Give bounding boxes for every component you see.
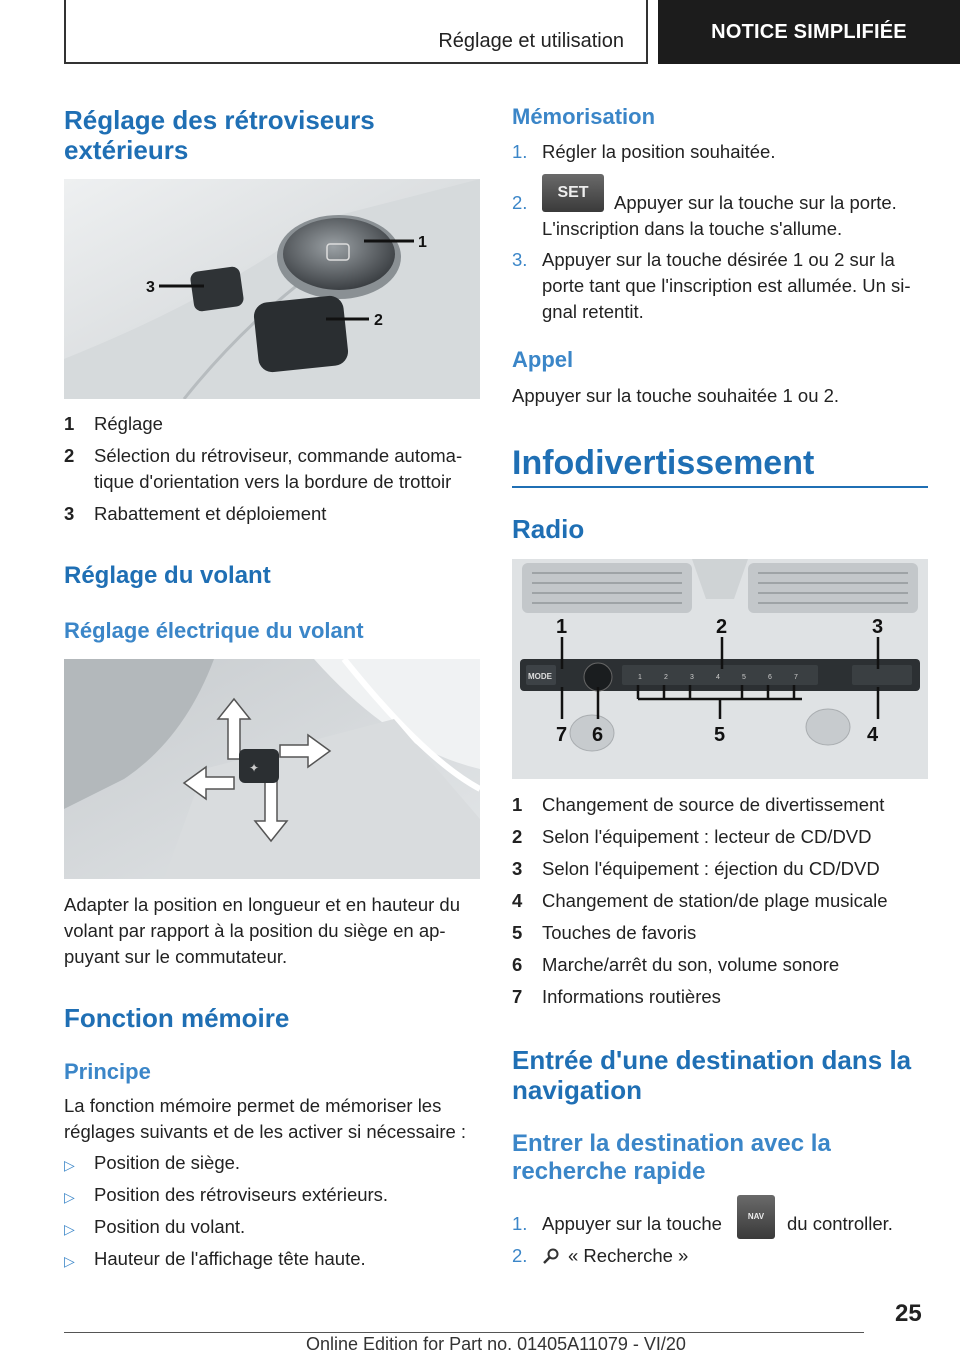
mirrors-title	[64, 105, 375, 165]
step-number: 3.	[512, 249, 528, 270]
legend-number: 6	[512, 954, 523, 975]
step-number: 2.	[512, 1245, 528, 1266]
bullet-text: Position du volant.	[94, 1216, 246, 1237]
bullet-text: Position de siège.	[94, 1152, 241, 1173]
svg-text:4: 4	[716, 674, 720, 681]
quick-search-title-line1: Entrer la destination avec la	[512, 1130, 831, 1157]
mirror-controls-illustration	[64, 179, 480, 399]
radio-title: Radio	[512, 514, 585, 544]
step-text: Régler la position souhaitée.	[542, 141, 776, 162]
paragraph-line: La fonction mémoire permet de mémoriser les	[64, 1095, 442, 1116]
radio-callout-5: 5	[714, 724, 726, 746]
step-number: 1.	[512, 141, 528, 162]
navigation-title	[512, 1045, 911, 1105]
memory-paragraph	[64, 1093, 466, 1145]
mirror-callout-2: 2	[374, 312, 383, 329]
svg-text:2: 2	[664, 674, 668, 681]
mirror-controls-svg	[64, 179, 480, 399]
step-text: L'inscription dans la touche s'allume.	[542, 218, 843, 239]
wheel-subtitle: Réglage électrique du volant	[64, 618, 364, 643]
svg-text:7: 7	[794, 674, 798, 681]
radio-mode-label: MODE	[528, 672, 552, 681]
header-tab	[658, 0, 960, 64]
legend-number: 4	[512, 890, 523, 911]
legend-number: 3	[64, 503, 75, 524]
radio-callout-4: 4	[867, 724, 879, 746]
steering-adjust-svg	[64, 659, 480, 879]
legend-text: Marche/arrêt du son, volume sonore	[542, 954, 840, 975]
step-number: 2.	[512, 192, 528, 213]
step-text: Appuyer sur la touche désirée 1 ou 2 sur la	[542, 249, 895, 270]
svg-text:5: 5	[742, 674, 746, 681]
footer-rule	[64, 1332, 864, 1333]
radio-panel-svg	[512, 559, 928, 779]
mirrors-title-line1: Réglage des rétroviseurs	[64, 105, 375, 135]
header-tab-label: NOTICE SIMPLIFIÉE	[711, 20, 907, 43]
step-text: porte tant que l'inscription est allumée. Un si-	[542, 275, 911, 296]
memory-title: Fonction mémoire	[64, 1003, 290, 1033]
bullet-triangle-icon: ▷	[64, 1253, 75, 1269]
legend-text: Rabattement et déploiement	[94, 503, 327, 524]
svg-text:✦: ✦	[249, 761, 260, 775]
legend-number: 2	[64, 445, 75, 466]
section-divider	[512, 486, 928, 488]
svg-text:1: 1	[638, 674, 642, 681]
bullet-text: Hauteur de l'affichage tête haute.	[94, 1248, 366, 1269]
legend-number: 3	[512, 858, 523, 879]
wheel-paragraph	[64, 892, 460, 970]
step-text: « Recherche »	[568, 1245, 689, 1266]
step-text: gnal retentit.	[542, 301, 644, 322]
quick-search-title	[512, 1130, 831, 1186]
legend-text: Changement de source de divertissement	[542, 794, 885, 815]
wheel-title: Réglage du volant	[64, 562, 271, 589]
quick-search-title-line2: recherche rapide	[512, 1158, 706, 1185]
radio-callout-2: 2	[716, 616, 728, 638]
mirror-callout-3: 3	[146, 279, 155, 296]
nav-key-icon: NAV	[737, 1195, 775, 1239]
svg-text:3: 3	[690, 674, 694, 681]
legend-text: Réglage	[94, 413, 163, 434]
page-number: 25	[895, 1300, 922, 1327]
svg-text:6: 6	[768, 674, 772, 681]
paragraph-line: puyant sur le commutateur.	[64, 946, 288, 967]
legend-number: 1	[512, 794, 523, 815]
paragraph-line: volant par rapport à la position du siège en ap-	[64, 920, 446, 941]
legend-text: Changement de station/de plage musicale	[542, 890, 888, 911]
radio-callout-7: 7	[556, 724, 568, 746]
legend-number: 2	[512, 826, 523, 847]
navigation-title-line1: Entrée d'une destination dans la	[512, 1045, 912, 1075]
step-number: 1.	[512, 1213, 528, 1234]
legend-number: 5	[512, 922, 523, 943]
paragraph-line: réglages suivants et de les activer si nécessaire :	[64, 1121, 467, 1142]
appel-text: Appuyer sur la touche souhaitée 1 ou 2.	[512, 385, 840, 406]
section-title: Réglage et utilisation	[438, 30, 624, 52]
legend-text: Touches de favoris	[542, 922, 697, 943]
mirrors-title-line2: extérieurs	[64, 135, 189, 165]
legend-text: Selon l'équipement : lecteur de CD/DVD	[542, 826, 872, 847]
step-text: Appuyer sur la touche	[542, 1213, 722, 1234]
bullet-triangle-icon: ▷	[64, 1221, 75, 1237]
search-icon	[542, 1246, 560, 1272]
steering-adjust-illustration	[64, 659, 480, 879]
legend-text: Informations routières	[542, 986, 721, 1007]
radio-callout-6: 6	[592, 724, 604, 746]
legend-text: Selon l'équipement : éjection du CD/DVD	[542, 858, 880, 879]
radio-callout-1: 1	[556, 616, 568, 638]
paragraph-line: Adapter la position en longueur et en hauteur du	[64, 894, 460, 915]
bullet-triangle-icon: ▷	[64, 1189, 75, 1205]
memorisation-title: Mémorisation	[512, 104, 656, 129]
bullet-text: Position des rétroviseurs extérieurs.	[94, 1184, 389, 1205]
appel-title: Appel	[512, 347, 574, 372]
legend-number: 1	[64, 413, 75, 434]
navigation-title-line2: navigation	[512, 1075, 643, 1105]
radio-callout-3: 3	[872, 616, 884, 638]
legend-text: Sélection du rétroviseur, commande automa-	[94, 445, 463, 466]
memory-subtitle: Principe	[64, 1059, 151, 1084]
legend-number: 7	[512, 986, 523, 1007]
legend-text: tique d'orientation vers la bordure de trottoir	[94, 471, 452, 492]
mirror-callout-1: 1	[418, 234, 427, 251]
footer-text: Online Edition for Part no. 01405A11079 - VI/20	[306, 1334, 686, 1354]
radio-panel-illustration	[512, 559, 928, 779]
infotainment-title: Infodivertissement	[512, 444, 815, 482]
set-key-icon: SET	[542, 174, 604, 212]
step-text: du controller.	[787, 1213, 893, 1234]
step-text: Appuyer sur la touche sur la porte.	[614, 192, 897, 213]
bullet-triangle-icon: ▷	[64, 1157, 75, 1173]
